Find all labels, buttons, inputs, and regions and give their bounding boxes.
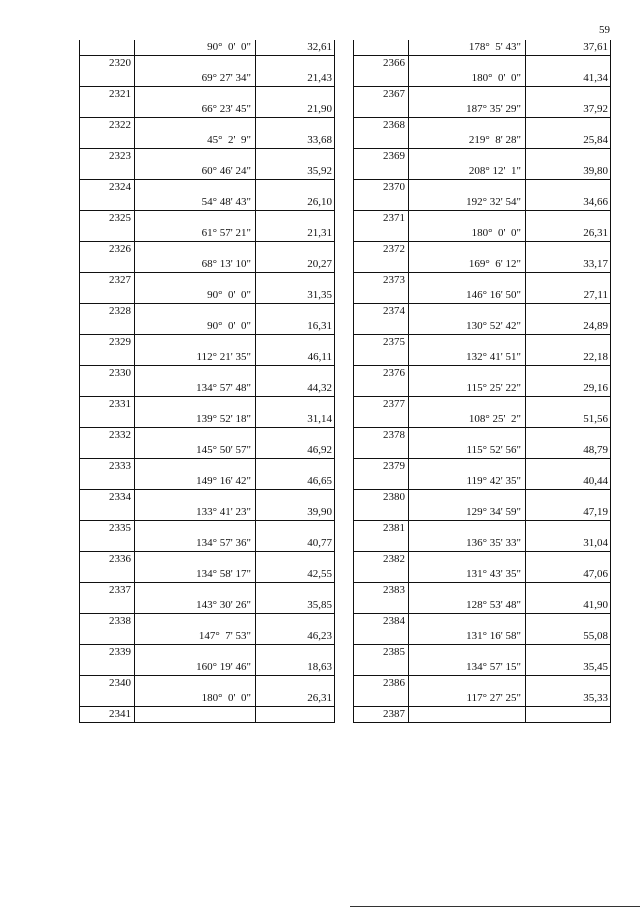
row-divider [354, 272, 610, 273]
table-row [80, 381, 334, 412]
angle-value: 139° 52' 18" [196, 413, 251, 425]
row-divider [80, 117, 334, 118]
angle-value: 90° 0' 0" [207, 41, 251, 53]
point-number: 2385 [383, 646, 405, 658]
table-row [80, 536, 334, 567]
point-number: 2337 [109, 584, 131, 596]
row-divider [354, 675, 610, 676]
distance-value: 46,92 [307, 444, 332, 456]
row-divider [354, 613, 610, 614]
distance-value: 46,23 [307, 630, 332, 642]
table-row [80, 505, 334, 536]
angle-value: 136° 35' 33" [466, 537, 521, 549]
angle-value: 112° 21' 35" [196, 351, 251, 363]
point-number: 2341 [109, 708, 131, 720]
angle-value: 180° 0' 0" [471, 227, 521, 239]
angle-value: 90° 0' 0" [207, 320, 251, 332]
row-divider [80, 365, 334, 366]
table-row [354, 505, 610, 536]
point-number: 2328 [109, 305, 131, 317]
point-number: 2377 [383, 398, 405, 410]
point-number: 2387 [383, 708, 405, 720]
point-number: 2373 [383, 274, 405, 286]
right-table-rows [354, 40, 610, 722]
angle-value: 129° 34' 59" [466, 506, 521, 518]
row-divider [354, 86, 610, 87]
row-divider [80, 551, 334, 552]
angle-value: 115° 52' 56" [466, 444, 521, 456]
angle-value: 117° 27' 25" [466, 692, 521, 704]
angle-value: 134° 57' 36" [196, 537, 251, 549]
row-divider [354, 396, 610, 397]
distance-value: 51,56 [583, 413, 608, 425]
table-row [354, 350, 610, 381]
table-row [354, 288, 610, 319]
table-row [80, 133, 334, 164]
angle-value: 128° 53' 48" [466, 599, 521, 611]
distance-value: 39,80 [583, 165, 608, 177]
point-number: 2321 [109, 88, 131, 100]
angle-value: 54° 48' 43" [201, 196, 251, 208]
row-divider [354, 334, 610, 335]
angle-value: 61° 57' 21" [201, 227, 251, 239]
point-number: 2366 [383, 57, 405, 69]
table-row [354, 381, 610, 412]
angle-value: 134° 57' 15" [466, 661, 521, 673]
row-divider [80, 706, 334, 707]
table-row [354, 133, 610, 164]
point-number: 2383 [383, 584, 405, 596]
table-row [80, 629, 334, 660]
table-row [80, 443, 334, 474]
table-row [354, 257, 610, 288]
point-number: 2371 [383, 212, 405, 224]
row-divider [80, 396, 334, 397]
left-table [79, 40, 335, 723]
angle-value: 192° 32' 54" [466, 196, 521, 208]
point-number: 2325 [109, 212, 131, 224]
table-row [80, 40, 334, 71]
point-number: 2368 [383, 119, 405, 131]
distance-value: 24,89 [583, 320, 608, 332]
table-row [80, 102, 334, 133]
distance-value: 26,31 [307, 692, 332, 704]
row-divider [80, 241, 334, 242]
right-table [353, 40, 611, 723]
row-divider [354, 241, 610, 242]
point-number: 2323 [109, 150, 131, 162]
angle-value: 66° 23' 45" [201, 103, 251, 115]
distance-value: 35,92 [307, 165, 332, 177]
angle-value: 119° 42' 35" [466, 475, 521, 487]
angle-value: 131° 16' 58" [466, 630, 521, 642]
table-row [80, 412, 334, 443]
row-divider [80, 148, 334, 149]
distance-value: 47,19 [583, 506, 608, 518]
row-divider [354, 117, 610, 118]
row-divider [80, 582, 334, 583]
angle-value: 169° 6' 12" [468, 258, 521, 270]
distance-value: 46,65 [307, 475, 332, 487]
row-divider [80, 644, 334, 645]
table-row [80, 474, 334, 505]
angle-value: 134° 57' 48" [196, 382, 251, 394]
point-number: 2378 [383, 429, 405, 441]
point-number: 2333 [109, 460, 131, 472]
table-row [80, 257, 334, 288]
angle-value: 69° 27' 34" [201, 72, 251, 84]
distance-value: 35,33 [583, 692, 608, 704]
row-divider [354, 55, 610, 56]
distance-value: 39,90 [307, 506, 332, 518]
point-number: 2336 [109, 553, 131, 565]
distance-value: 42,55 [307, 568, 332, 580]
table-row [80, 164, 334, 195]
angle-value: 208° 12' 1" [468, 165, 521, 177]
table-row [354, 474, 610, 505]
point-number: 2322 [109, 119, 131, 131]
table-row [80, 195, 334, 226]
point-number: 2384 [383, 615, 405, 627]
angle-value: 143° 30' 26" [196, 599, 251, 611]
row-divider [80, 179, 334, 180]
row-divider [80, 520, 334, 521]
distance-value: 21,90 [307, 103, 332, 115]
angle-value: 149° 16' 42" [196, 475, 251, 487]
angle-value: 160° 19' 46" [196, 661, 251, 673]
row-divider [80, 613, 334, 614]
angle-value: 180° 0' 0" [471, 72, 521, 84]
row-divider [354, 458, 610, 459]
table-row [80, 226, 334, 257]
row-divider [80, 86, 334, 87]
angle-value: 187° 35' 29" [466, 103, 521, 115]
angle-value: 68° 13' 10" [201, 258, 251, 270]
distance-value: 29,16 [583, 382, 608, 394]
row-divider [354, 520, 610, 521]
point-number: 2382 [383, 553, 405, 565]
distance-value: 26,31 [583, 227, 608, 239]
distance-value: 31,14 [307, 413, 332, 425]
distance-value: 21,31 [307, 227, 332, 239]
table-row [80, 288, 334, 319]
point-number: 2335 [109, 522, 131, 534]
point-number: 2370 [383, 181, 405, 193]
distance-value: 33,17 [583, 258, 608, 270]
row-divider [80, 334, 334, 335]
point-number: 2369 [383, 150, 405, 162]
point-number: 2376 [383, 367, 405, 379]
distance-value: 40,44 [583, 475, 608, 487]
point-number: 2320 [109, 57, 131, 69]
table-row [80, 660, 334, 691]
point-number: 2332 [109, 429, 131, 441]
angle-value: 147° 7' 53" [198, 630, 251, 642]
table-row [354, 71, 610, 102]
row-divider [354, 582, 610, 583]
distance-value: 41,34 [583, 72, 608, 84]
distance-value: 35,85 [307, 599, 332, 611]
distance-value: 16,31 [307, 320, 332, 332]
angle-value: 132° 41' 51" [466, 351, 521, 363]
distance-value: 35,45 [583, 661, 608, 673]
point-number: 2334 [109, 491, 131, 503]
angle-value: 131° 43' 35" [466, 568, 521, 580]
point-number: 2381 [383, 522, 405, 534]
table-row [354, 691, 610, 722]
point-number: 2386 [383, 677, 405, 689]
distance-value: 20,27 [307, 258, 332, 270]
row-divider [354, 489, 610, 490]
row-divider [354, 303, 610, 304]
distance-value: 21,43 [307, 72, 332, 84]
point-number: 2379 [383, 460, 405, 472]
point-number: 2329 [109, 336, 131, 348]
point-number: 2374 [383, 305, 405, 317]
distance-value: 48,79 [583, 444, 608, 456]
row-divider [80, 427, 334, 428]
point-number: 2367 [383, 88, 405, 100]
angle-value: 134° 58' 17" [196, 568, 251, 580]
distance-value: 37,61 [583, 41, 608, 53]
distance-value: 27,11 [583, 289, 608, 301]
table-row [354, 412, 610, 443]
point-number: 2338 [109, 615, 131, 627]
point-number: 2339 [109, 646, 131, 658]
row-divider [80, 489, 334, 490]
table-row [80, 319, 334, 350]
table-row [354, 660, 610, 691]
angle-value: 133° 41' 23" [196, 506, 251, 518]
distance-value: 37,92 [583, 103, 608, 115]
row-divider [80, 210, 334, 211]
point-number: 2324 [109, 181, 131, 193]
row-divider [80, 458, 334, 459]
point-number: 2372 [383, 243, 405, 255]
distance-value: 40,77 [307, 537, 332, 549]
angle-value: 45° 2' 9" [207, 134, 251, 146]
distance-value: 46,11 [307, 351, 332, 363]
distance-value: 22,18 [583, 351, 608, 363]
row-divider [80, 272, 334, 273]
table-row [354, 164, 610, 195]
angle-value: 145° 50' 57" [196, 444, 251, 456]
point-number: 2326 [109, 243, 131, 255]
table-row [354, 102, 610, 133]
angle-value: 130° 52' 42" [466, 320, 521, 332]
point-number: 2327 [109, 274, 131, 286]
distance-value: 41,90 [583, 599, 608, 611]
table-row [80, 71, 334, 102]
distance-value: 25,84 [583, 134, 608, 146]
distance-value: 31,04 [583, 537, 608, 549]
left-table-rows [80, 40, 334, 722]
table-row [354, 598, 610, 629]
distance-value: 44,32 [307, 382, 332, 394]
table-row [80, 598, 334, 629]
distance-value: 18,63 [307, 661, 332, 673]
row-divider [354, 706, 610, 707]
table-row [80, 567, 334, 598]
row-divider [354, 210, 610, 211]
point-number: 2330 [109, 367, 131, 379]
table-row [354, 40, 610, 71]
table-row [354, 319, 610, 350]
table-row [80, 691, 334, 722]
table-row [354, 567, 610, 598]
row-divider [80, 675, 334, 676]
table-row [80, 350, 334, 381]
distance-value: 34,66 [583, 196, 608, 208]
angle-value: 115° 25' 22" [466, 382, 521, 394]
table-row [354, 443, 610, 474]
row-divider [354, 427, 610, 428]
point-number: 2380 [383, 491, 405, 503]
distance-value: 47,06 [583, 568, 608, 580]
point-number: 2375 [383, 336, 405, 348]
angle-value: 180° 0' 0" [201, 692, 251, 704]
page-number: 59 [599, 24, 610, 36]
table-row [354, 226, 610, 257]
distance-value: 33,68 [307, 134, 332, 146]
distance-value: 26,10 [307, 196, 332, 208]
point-number: 2331 [109, 398, 131, 410]
angle-value: 219° 8' 28" [468, 134, 521, 146]
angle-value: 108° 25' 2" [468, 413, 521, 425]
angle-value: 178° 5' 43" [468, 41, 521, 53]
table-row [354, 195, 610, 226]
distance-value: 31,35 [307, 289, 332, 301]
angle-value: 90° 0' 0" [207, 289, 251, 301]
row-divider [80, 55, 334, 56]
table-row [354, 629, 610, 660]
distance-value: 55,08 [583, 630, 608, 642]
row-divider [354, 644, 610, 645]
row-divider [80, 303, 334, 304]
point-number: 2340 [109, 677, 131, 689]
angle-value: 60° 46' 24" [201, 165, 251, 177]
row-divider [354, 365, 610, 366]
row-divider [354, 551, 610, 552]
table-row [354, 536, 610, 567]
row-divider [354, 179, 610, 180]
distance-value: 32,61 [307, 41, 332, 53]
row-divider [354, 148, 610, 149]
angle-value: 146° 16' 50" [466, 289, 521, 301]
